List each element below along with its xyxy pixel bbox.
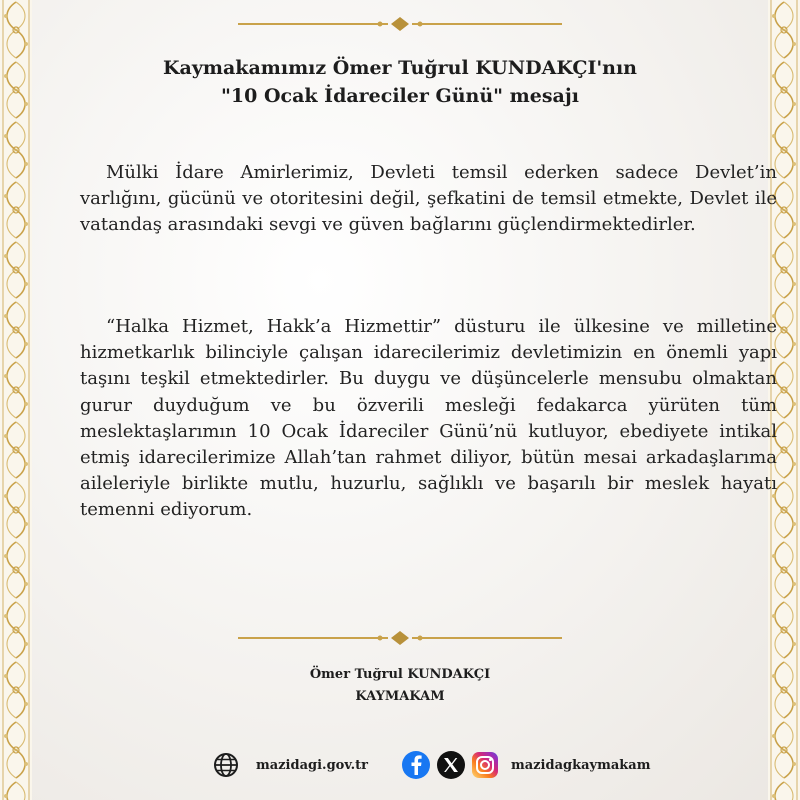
instagram-link[interactable] [471,748,499,782]
title-line-1: Kaymakamımız Ömer Tuğrul KUNDAKÇI'nın [163,57,637,79]
signature-block [0,664,800,708]
facebook-link[interactable] [402,748,430,782]
website-link[interactable] [212,748,368,782]
signature-name: Ömer Tuğrul KUNDAKÇI [309,667,491,682]
bottom-gold-divider [238,631,562,645]
instagram-icon [471,751,499,779]
facebook-icon [402,751,430,779]
paragraph-2-text: “Halka Hizmet, Hakk’a Hizmettir” düsturu ile ülkesine ve milletine hizmetkarlık bilinciyle çalışan idarecilerimiz devletimizin en önemli yapı taşını teşkil etmektedirler. Bu duygu ve düşüncelerle mensubu olmaktan gurur duyduğum ve bu özverili mesleği fedakarca yürüten tüm meslektaşlarımın 10 Ocak İdareciler Günü’nü kutluyor, ebediyete intikal etmiş idarecilerimize Allah’tan rahmet diliyor, bütün mesai arkadaşlarıma aileleriyle birlikte mutlu, huzurlu, sağlıklı ve başarılı bir meslek hayatı temenni ediyorum. [80,316,777,521]
x-icon [437,751,465,779]
x-link[interactable] [437,748,465,782]
footer [0,748,800,782]
top-gold-divider [238,17,562,31]
paragraph-1-text: Mülki İdare Amirlerimiz, Devleti temsil ederken sadece Devlet’in varlığını, gücünü ve otoritesini değil, şefkatini de temsil etmekte, Devlet ile vatandaş arasındaki sevgi ve güven bağlarını güçlendirmektedirler. [80,162,777,236]
title-line-2: "10 Ocak İdareciler Günü" mesajı [221,85,579,107]
social-handle-text: mazidagkaymakam [511,757,651,773]
globe-icon [212,751,240,779]
message-paragraph-2 [80,314,777,524]
message-paragraph-1 [80,160,777,239]
signature-role: KAYMAKAM [355,689,445,704]
message-title [0,54,800,110]
website-text: mazidagi.gov.tr [256,757,368,773]
